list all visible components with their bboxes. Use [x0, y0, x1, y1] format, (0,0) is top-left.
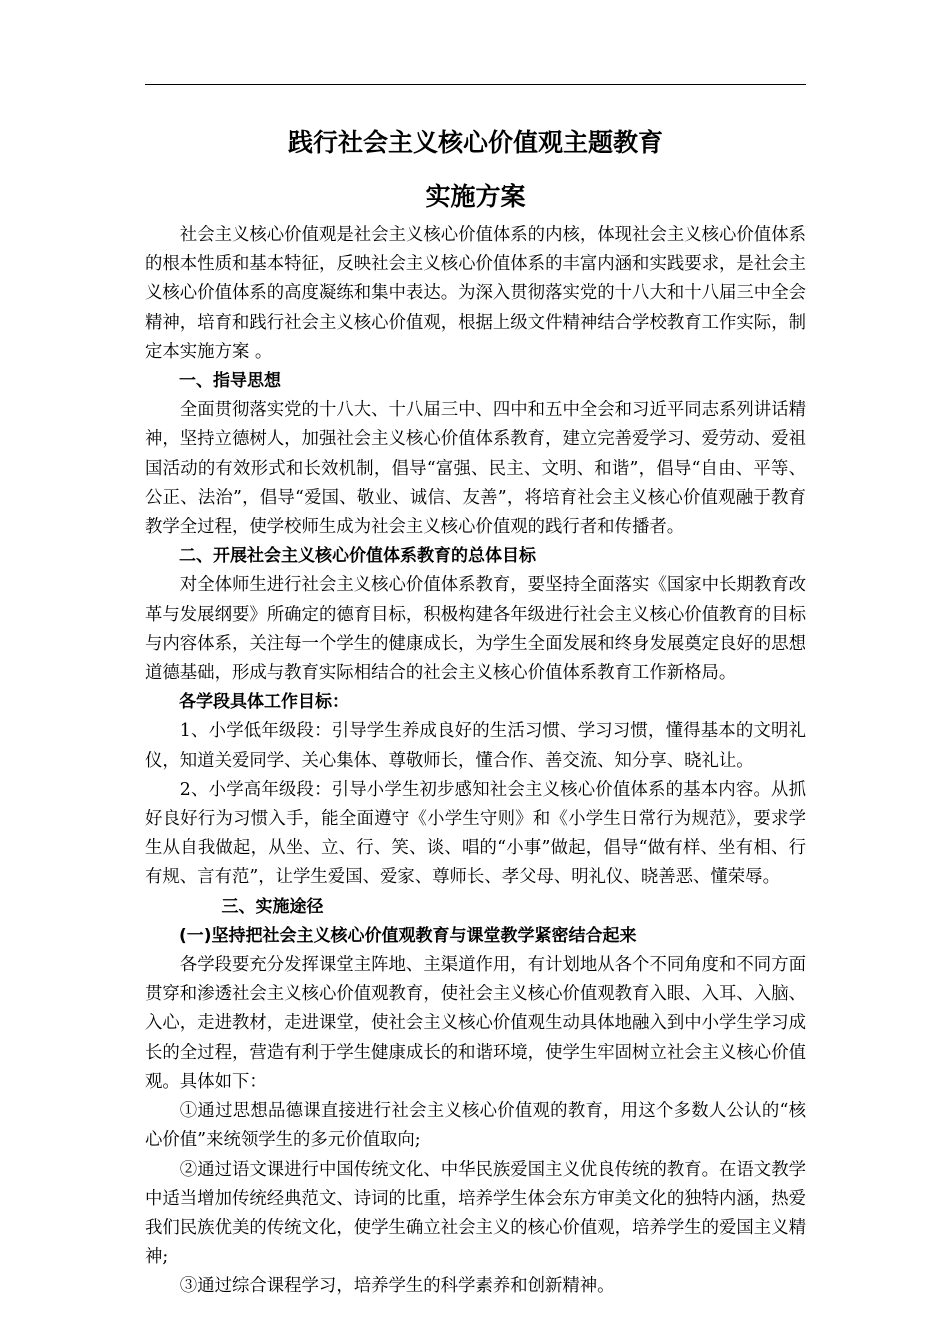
section-heading-implementation: 三、实施途径: [221, 896, 324, 917]
classroom-paragraph: 各学段要充分发挥课堂主阵地、主渠道作用，有计划地从各个不同角度和不同方面贯穿和渗透社会主义核心价值观教育，使社会主义核心价值观教育入眼、入耳、入脑、入心，走进教材，走进课堂，使社会主义核心价值观生动具体地融入到中小学生学习成长的全过程，营造有利于学生健康成长的和谐环境，使学生牢固树立社会主义核心价值观。具体如下：: [145, 955, 806, 1092]
intro-paragraph: 社会主义核心价值观是社会主义核心价值体系的内核，体现社会主义核心价值体系的根本性质和基本特征，反映社会主义核心价值体系的丰富内涵和实践要求，是社会主义核心价值体系的高度凝练和集中表达。为深入贯彻落实党的十八大和十八届三中全会精神，培育和践行社会主义核心价值观，根据上级文件精神结合学校教育工作实际，制定本实施方案 。: [145, 225, 806, 362]
guiding-thought-paragraph: 全面贯彻落实党的十八大、十八届三中、四中和五中全会和习近平同志系列讲话精神，坚持立德树人，加强社会主义核心价值体系教育，建立完善爱学习、爱劳动、爱祖国活动的有效形式和长效机制，倡导“富强、民主、文明、和谐”，倡导“自由、平等、公正、法治”，倡导“爱国、敬业、诚信、友善”，将培育社会主义核心价值观融于教育教学全过程，使学校师生成为社会主义核心价值观的践行者和传播者。: [145, 400, 806, 538]
header-rule: [145, 84, 806, 85]
document-body: [145, 126, 806, 1302]
list-item: ②通过语文课进行中国传统文化、中华民族爱国主义优良传统的教育。在语文教学中适当增加传统经典范文、诗词的比重，培养学生体会东方审美文化的独特内涵，热爱我们民族优美的传统文化，使学生确立社会主义的核心价值观，培养学生的爱国主义精神;: [145, 1159, 806, 1268]
section-heading-overall-goal: 二、开展社会主义核心价值体系教育的总体目标: [179, 546, 536, 567]
subsection-heading-classroom: (一)坚持把社会主义核心价值观教育与课堂教学紧密结合起来: [179, 925, 637, 946]
goal-item-lower-grades: 1、小学低年级段：引导学生养成良好的生活习惯、学习习惯，懂得基本的文明礼仪，知道关爱同学、关心集体、尊敬师长，懂合作、善交流、知分享、晓礼让。: [145, 721, 806, 771]
list-item: ①通过思想品德课直接进行社会主义核心价值观的教育，用这个多数人公认的“核心价值”来统领学生的多元价值取向;: [145, 1101, 806, 1151]
document-title: 践行社会主义核心价值观主题教育: [287, 128, 663, 157]
document-subtitle: 实施方案: [425, 182, 526, 211]
overall-goal-paragraph: 对全体师生进行社会主义核心价值体系教育，要坚持全面落实《国家中长期教育改革与发展纲要》所确定的德育目标，积极构建各年级进行社会主义核心价值教育的目标与内容体系，关注每一个学生的健康成长，为学生全面发展和终身发展奠定良好的思想道德基础，形成与教育实际相结合的社会主义核心价值体系教育工作新格局。: [145, 575, 806, 684]
section-heading-guiding-thought: 一、指导思想: [179, 371, 281, 392]
goal-item-upper-grades: 2、小学高年级段：引导小学生初步感知社会主义核心价值体系的基本内容。从抓好良好行为习惯入手，能全面遵守《小学生守则》和《小学生日常行为规范》，要求学生从自我做起，从坐、立、行、笑、谈、唱的“小事”做起，倡导“做有样、坐有相、行有规、言有范”，让学生爱国、爱家、尊师长、孝父母、明礼仪、晓善恶、懂荣辱。: [145, 779, 806, 888]
list-item: ③通过综合课程学习，培养学生的科学素养和创新精神。: [179, 1276, 615, 1297]
goals-heading: 各学段具体工作目标：: [179, 692, 349, 713]
